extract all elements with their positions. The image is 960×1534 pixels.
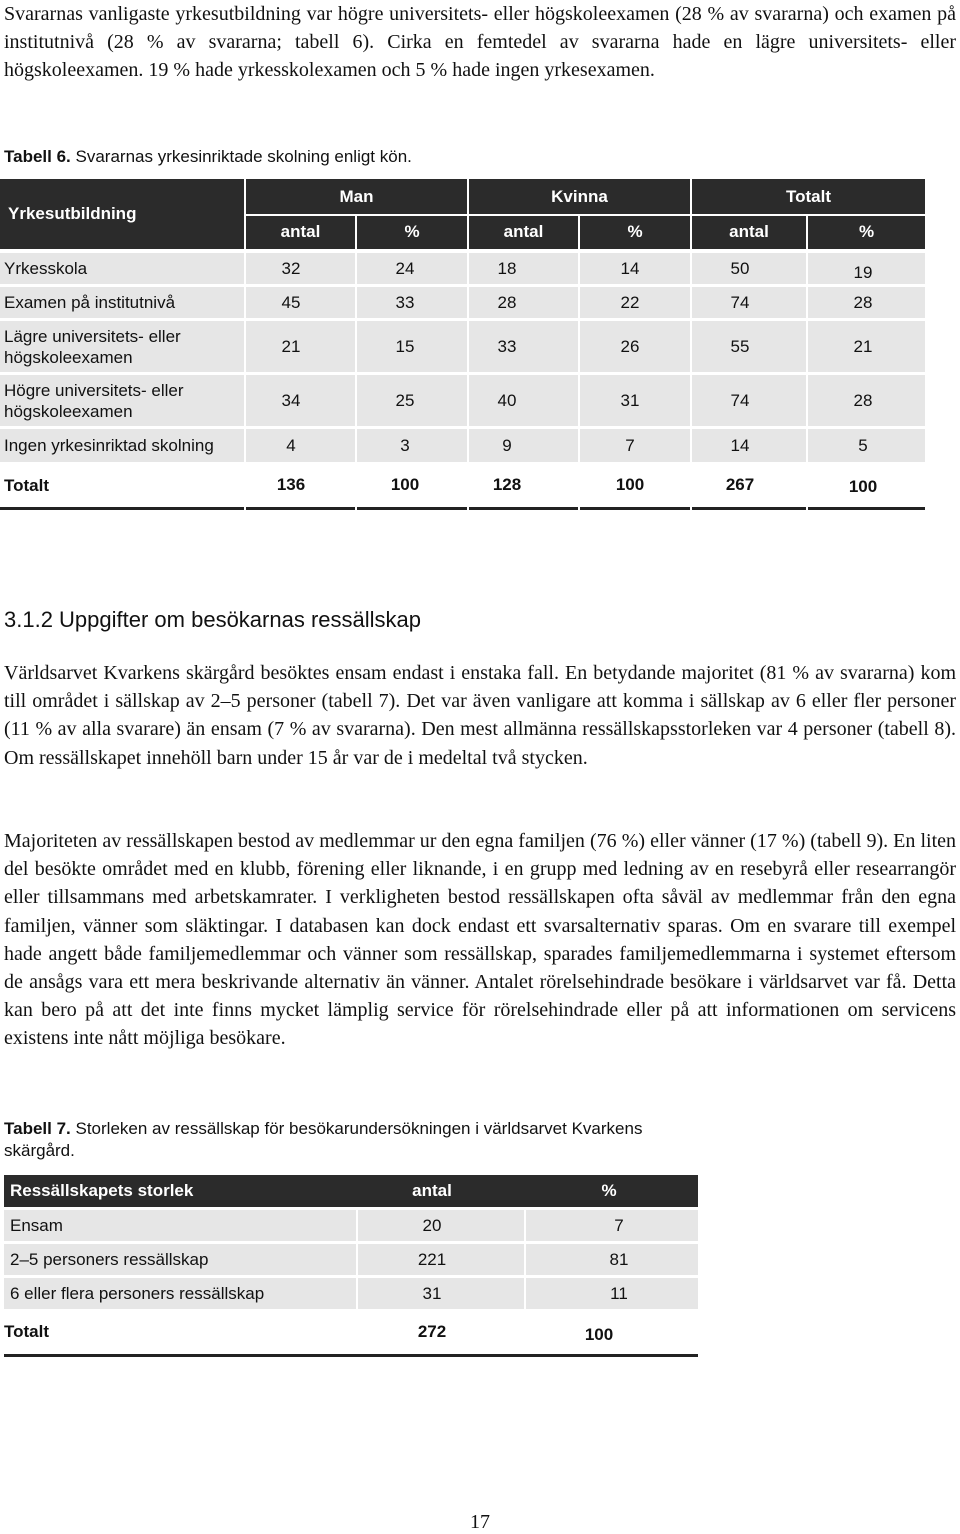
cell: 74	[730, 292, 750, 312]
table7-caption-text: Storleken av ressällskap för besökarundersökningen i världsarvet Kvarkens skärgård.	[4, 1119, 643, 1160]
table7-caption-label: Tabell 7.	[4, 1119, 71, 1138]
table-row	[4, 1244, 698, 1275]
table6-sub-man-pct: %	[404, 222, 420, 241]
row-label: Totalt	[4, 476, 50, 495]
table7-header-antal: antal	[412, 1181, 452, 1200]
cell: 21	[281, 336, 301, 356]
cell: 50	[730, 258, 750, 278]
table-row	[0, 429, 925, 462]
row-label: 6 eller flera personers ressällskap	[10, 1283, 265, 1303]
table7-header	[4, 1175, 698, 1207]
row-label: Ensam	[10, 1215, 63, 1235]
cell: 34	[281, 390, 301, 410]
section-heading: 3.1.2 Uppgifter om besökarnas ressällskap	[4, 607, 421, 632]
cell: 24	[395, 258, 415, 278]
table6-sub-man-antal: antal	[280, 222, 321, 241]
table-row	[0, 375, 925, 426]
cell: 100	[615, 475, 645, 494]
cell: 272	[417, 1322, 447, 1341]
cell: 100	[390, 475, 420, 494]
table7-header-pct: %	[601, 1181, 617, 1200]
cell: 100	[584, 1325, 614, 1344]
table7-header-storlek: Ressällskapets storlek	[10, 1181, 194, 1200]
intro-paragraph: Svararnas vanligaste yrkesutbildning var högre universitets- eller högskoleexamen (28 % av svararna) och examen på institutnivå (28 % av svararna; tabell 6). Cirka en femtedel av svararna hade en lägre universitets- eller högskoleexamen. 19 % hade yrkesskolexamen och 5 % hade ingen yrkesexamen.	[4, 3, 956, 82]
row-label: Högre universitets- eller högskoleexamen	[4, 380, 184, 421]
table6-caption-label: Tabell 6.	[4, 147, 71, 166]
cell: 45	[281, 292, 301, 312]
cell: 55	[730, 336, 750, 356]
table6-sub-totalt-pct: %	[858, 222, 875, 241]
cell: 25	[395, 390, 415, 410]
paragraph-1: Världsarvet Kvarkens skärgård besöktes ensam endast i enstaka fall. En betydande majoritet (81 % av svararna) kom till området i sällskap av 2–5 personer (tabell 7). Det var även vanligare att komma i sällskap av 6 eller fler personer (11 % av alla svarare) än ensam (7 % av svararna). Den mest allmänna ressällskapsstorleken var 4 personer (tabell 8). Om ressällskapet innehöll barn under 15 år var de i medeltal två stycken.	[4, 662, 956, 769]
cell: 9	[502, 435, 512, 455]
cell: 18	[497, 258, 517, 278]
table6-row-header: Yrkesutbildning	[8, 204, 137, 223]
cell: 40	[497, 390, 517, 410]
cell: 28	[497, 292, 517, 312]
cell: 81	[609, 1249, 629, 1269]
cell: 5	[858, 435, 868, 455]
page-number: 17	[470, 1511, 490, 1533]
table6-caption-text: Svararnas yrkesinriktade skolning enligt kön.	[75, 147, 412, 166]
cell: 136	[276, 475, 306, 494]
row-label: Yrkesskola	[4, 259, 88, 278]
table6-sub-kvinna-antal: antal	[503, 222, 544, 241]
cell: 31	[422, 1283, 442, 1303]
cell: 14	[620, 258, 640, 278]
row-label: Lägre universitets- eller högskoleexamen	[4, 326, 181, 367]
table6-sub-totalt-antal: antal	[729, 222, 769, 241]
cell: 26	[620, 336, 640, 356]
table6-group-kvinna: Kvinna	[551, 187, 608, 206]
cell: 19	[853, 262, 873, 282]
table-row	[0, 321, 925, 372]
table6-total-row	[0, 466, 925, 510]
cell: 7	[614, 1215, 624, 1235]
row-label: Ingen yrkesinriktad skolning	[4, 436, 214, 455]
cell: 33	[395, 292, 415, 312]
cell: 267	[725, 475, 755, 494]
row-label: Totalt	[4, 1322, 50, 1341]
cell: 28	[853, 292, 873, 312]
table-row	[4, 1278, 698, 1309]
cell: 221	[417, 1249, 447, 1269]
table6-sub-kvinna-pct: %	[627, 222, 643, 241]
cell: 28	[853, 390, 873, 410]
cell: 32	[281, 258, 301, 278]
table-row	[0, 287, 925, 318]
table6-header	[0, 179, 925, 249]
cell: 21	[853, 336, 873, 356]
row-label: Examen på institutnivå	[4, 293, 176, 312]
table-row	[0, 253, 925, 284]
cell: 128	[492, 475, 522, 494]
cell: 20	[422, 1215, 442, 1235]
cell: 3	[400, 435, 410, 455]
cell: 74	[730, 390, 750, 410]
cell: 15	[395, 336, 415, 356]
cell: 22	[620, 292, 640, 312]
cell: 7	[625, 435, 635, 455]
table7-total-row	[4, 1312, 698, 1357]
table6-group-totalt: Totalt	[785, 187, 831, 206]
row-label: 2–5 personers ressällskap	[10, 1249, 209, 1269]
cell: 31	[620, 390, 640, 410]
cell: 100	[848, 477, 878, 496]
paragraph-2: Majoriteten av ressällskapen bestod av medlemmar ur den egna familjen (76 %) eller vänner (17 %) (tabell 9). En liten del besökte området med en klubb, förening eller liknande, i en grupp med ledning av en resebyrå eller researrangör eller tillsammans med arbetskamrater. I verkligheten bestod ressällskapen ofta såväl av medlemmar från den egna familjen, vänner som släktingar. I databasen kan dock endast ett svarsalternativ sparas. Om en svarare till exempel hade angett både familjemedlemmar och vänner som ressällskap, sparades familjemedlemmarna i systemet eftersom de ansågs vara ett mera beskrivande alternativ än vänner. Antalet rörelsehindrade besökare i världsarvet var få. Detta kan bero på att det inte finns mycket lämplig service för rörelsehindrade eller på att informationen om servicens existens inte nått möjliga besökare.	[4, 830, 956, 1050]
table6-group-man: Man	[339, 187, 374, 206]
cell: 4	[286, 435, 296, 455]
table6-caption	[4, 146, 412, 168]
table7-caption	[4, 1118, 694, 1162]
cell: 11	[610, 1283, 628, 1303]
table-row	[4, 1210, 698, 1241]
cell: 14	[730, 435, 750, 455]
cell: 33	[497, 336, 517, 356]
